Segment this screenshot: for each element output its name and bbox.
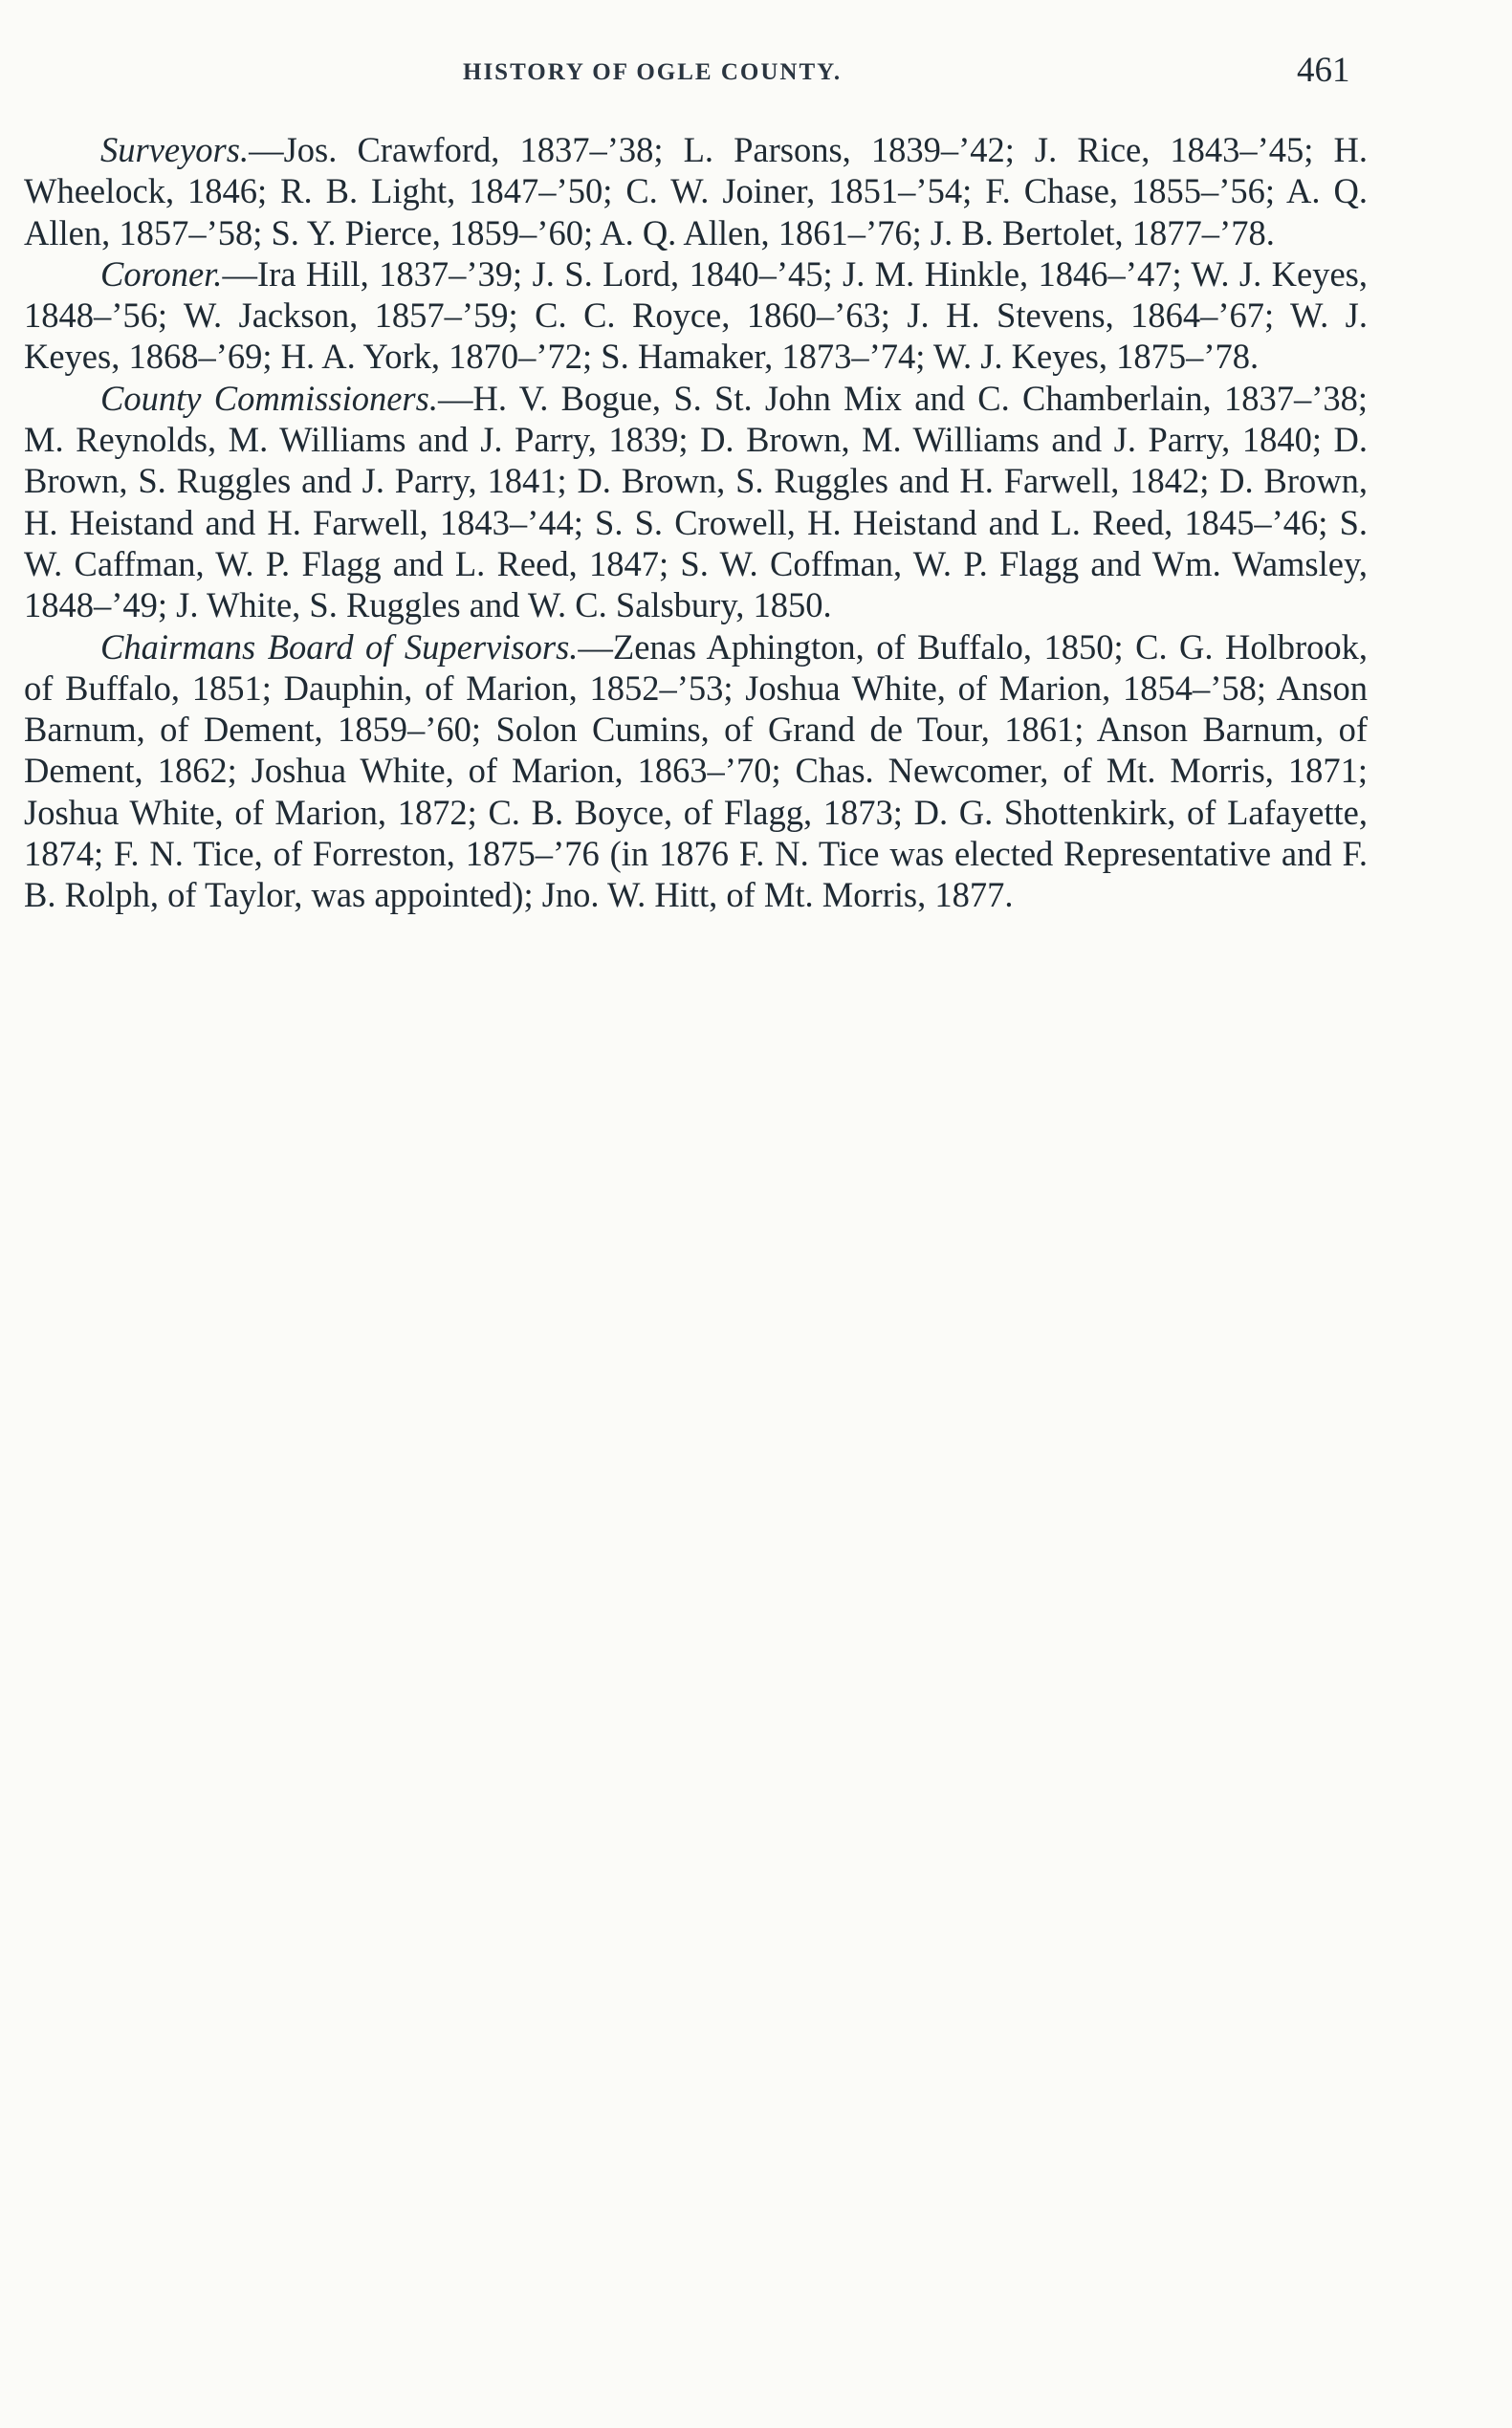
page-number: 461 [1297, 51, 1350, 90]
paragraph-heading: Chairmans Board of Supervisors. [100, 626, 579, 667]
paragraph-text: —Ira Hill, 1837–’39; J. S. Lord, 1840–’45; J. M. Hinkle, 1846–’47; W. J. Keyes, 1848–’56; W. Jackson, 1857–’59; C. C. Royce, 1860–’63; J. H. Stevens, 1864–’67; W. J. Keyes, 1868–’69; H. A. York, 1870–’72; S. Hamaker, 1873–’74; W. J. Keyes, 1875–’78. [24, 253, 1368, 377]
paragraph-chairmans-board [24, 626, 1368, 916]
paragraph-text: —Jos. Crawford, 1837–’38; L. Parsons, 1839–’42; J. Rice, 1843–’45; H. Wheelock, 1846; R. B. Light, 1847–’50; C. W. Joiner, 1851–’54; F. Chase, 1855–’56; A. Q. Allen, 1857–’58; S. Y. Pierce, 1859–’60; A. Q. Allen, 1861–’76; J. B. Bertolet, 1877–’78. [24, 130, 1368, 252]
paragraph-coroner [24, 253, 1368, 378]
running-head [0, 50, 1512, 98]
running-title: HISTORY OF OGLE COUNTY. [463, 59, 843, 85]
paragraph-text: —Zenas Aphington, of Buffalo, 1850; C. G. Holbrook, of Buffalo, 1851; Dauphin, of Marion, 1852–’53; Joshua White, of Marion, 1854–’58; Anson Barnum, of Dement, 1859–’60; Solon Cumins, of Grand de Tour, 1861; Anson Barnum, of Dement, 1862; Joshua White, of Marion, 1863–’70; Chas. Newcomer, of Mt. Morris, 1871; Joshua White, of Marion, 1872; C. B. Boyce, of Flagg, 1873; D. G. Shottenkirk, of Lafayette, 1874; F. N. Tice, of Forreston, 1875–’76 (in 1876 F. N. Tice was elected Representative and F. B. Rolph, of Taylor, was appointed); Jno. W. Hitt, of Mt. Morris, 1877. [24, 626, 1368, 915]
paragraph-surveyors [24, 129, 1368, 253]
paragraph-heading: County Commissioners. [100, 378, 438, 418]
body-text [24, 129, 1368, 916]
paragraph-county-commissioners [24, 378, 1368, 626]
paragraph-heading: Surveyors. [100, 130, 250, 169]
paragraph-text: —H. V. Bogue, S. St. John Mix and C. Chamberlain, 1837–’38; M. Reynolds, M. Williams and J. Parry, 1839; D. Brown, M. Williams and J. Parry, 1840; D. Brown, S. Ruggles and J. Parry, 1841; D. Brown, S. Ruggles and H. Farwell, 1842; D. Brown, H. Heistand and H. Farwell, 1843–’44; S. S. Crowell, H. Heistand and L. Reed, 1845–’46; S. W. Caffman, W. P. Flagg and L. Reed, 1847; S. W. Coffman, W. P. Flagg and Wm. Wamsley, 1848–’49; J. White, S. Ruggles and W. C. Salsbury, 1850. [24, 378, 1368, 625]
paragraph-heading: Coroner. [100, 253, 223, 294]
